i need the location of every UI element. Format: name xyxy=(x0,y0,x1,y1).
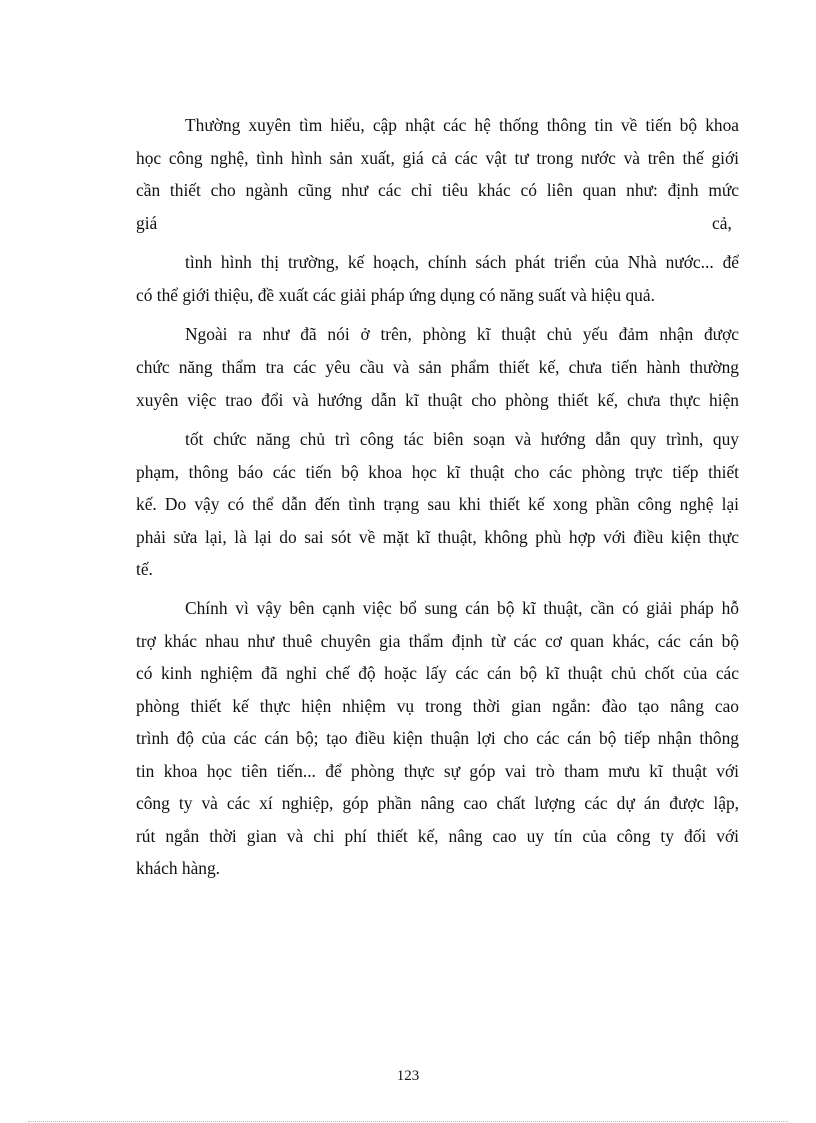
text-line: kế. Do vậy có thể dẫn đến tình trạng sau khi thiết kế xong phần công nghệ lại xyxy=(136,494,739,514)
text-line: trình độ của các cán bộ; tạo điều kiện thuận lợi cho các cán bộ tiếp nhận thông xyxy=(136,728,739,748)
text-line: Chính vì vậy bên cạnh việc bổ sung cán bộ kĩ thuật, cần có giải pháp hỗ xyxy=(185,598,739,618)
text-line: Ngoài ra như đã nói ở trên, phòng kĩ thuật chủ yếu đảm nhận được xyxy=(185,324,739,344)
page-number: 123 xyxy=(396,1068,420,1084)
text-line: công ty và các xí nghiệp, góp phần nâng cao chất lượng các dự án được lập, xyxy=(136,793,739,813)
text-line: tình hình thị trường, kế hoạch, chính sách phát triển của Nhà nước... để xyxy=(185,252,739,272)
text-line: có kinh nghiệm đã nghỉ chế độ hoặc lấy các cán bộ kĩ thuật chủ chốt của các xyxy=(136,663,739,683)
text-line: phòng thiết kế thực hiện nhiệm vụ trong thời gian ngắn: đào tạo nâng cao xyxy=(136,696,739,716)
text-line: chức năng thẩm tra các yêu cầu và sản phẩm thiết kế, chưa tiến hành thường xyxy=(136,357,739,377)
text-line: phải sửa lại, là lại do sai sót về mặt kĩ thuật, không phù hợp với điều kiện thực xyxy=(136,527,739,547)
text-line: tế. xyxy=(136,559,153,579)
text-line: tin khoa học tiên tiến... để phòng thực sự góp vai trò tham mưu kĩ thuật với xyxy=(136,761,739,781)
text-line: học công nghệ, tình hình sản xuất, giá cả các vật tư trong nước và trên thế giới xyxy=(136,148,739,168)
text-line: cần thiết cho ngành cũng như các chỉ tiêu khác có liên quan như: định mức xyxy=(136,180,739,200)
text-line: khách hàng. xyxy=(136,858,221,878)
text-line: phạm, thông báo các tiến bộ khoa học kĩ thuật cho các phòng trực tiếp thiết xyxy=(136,462,739,482)
text-line: rút ngắn thời gian và chi phí thiết kế, nâng cao uy tín của công ty đối với xyxy=(136,826,739,846)
text-line: trợ khác nhau như thuê chuyên gia thẩm định từ các cơ quan khác, các cán bộ xyxy=(136,631,739,651)
text-line: tốt chức năng chủ trì công tác biên soạn và hướng dẫn quy trình, quy xyxy=(185,429,739,449)
text-line: xuyên việc trao đổi và hướng dẫn kĩ thuật cho phòng thiết kế, chưa thực hiện xyxy=(136,390,739,410)
text-line: cả, xyxy=(712,213,732,233)
text-line: giá xyxy=(136,213,158,233)
text-line: Thường xuyên tìm hiểu, cập nhật các hệ thống thông tin về tiến bộ khoa xyxy=(185,115,739,135)
page-bottom-divider xyxy=(28,1121,788,1122)
text-line: có thể giới thiệu, đề xuất các giải pháp ứng dụng có năng suất và hiệu quả. xyxy=(136,285,655,305)
